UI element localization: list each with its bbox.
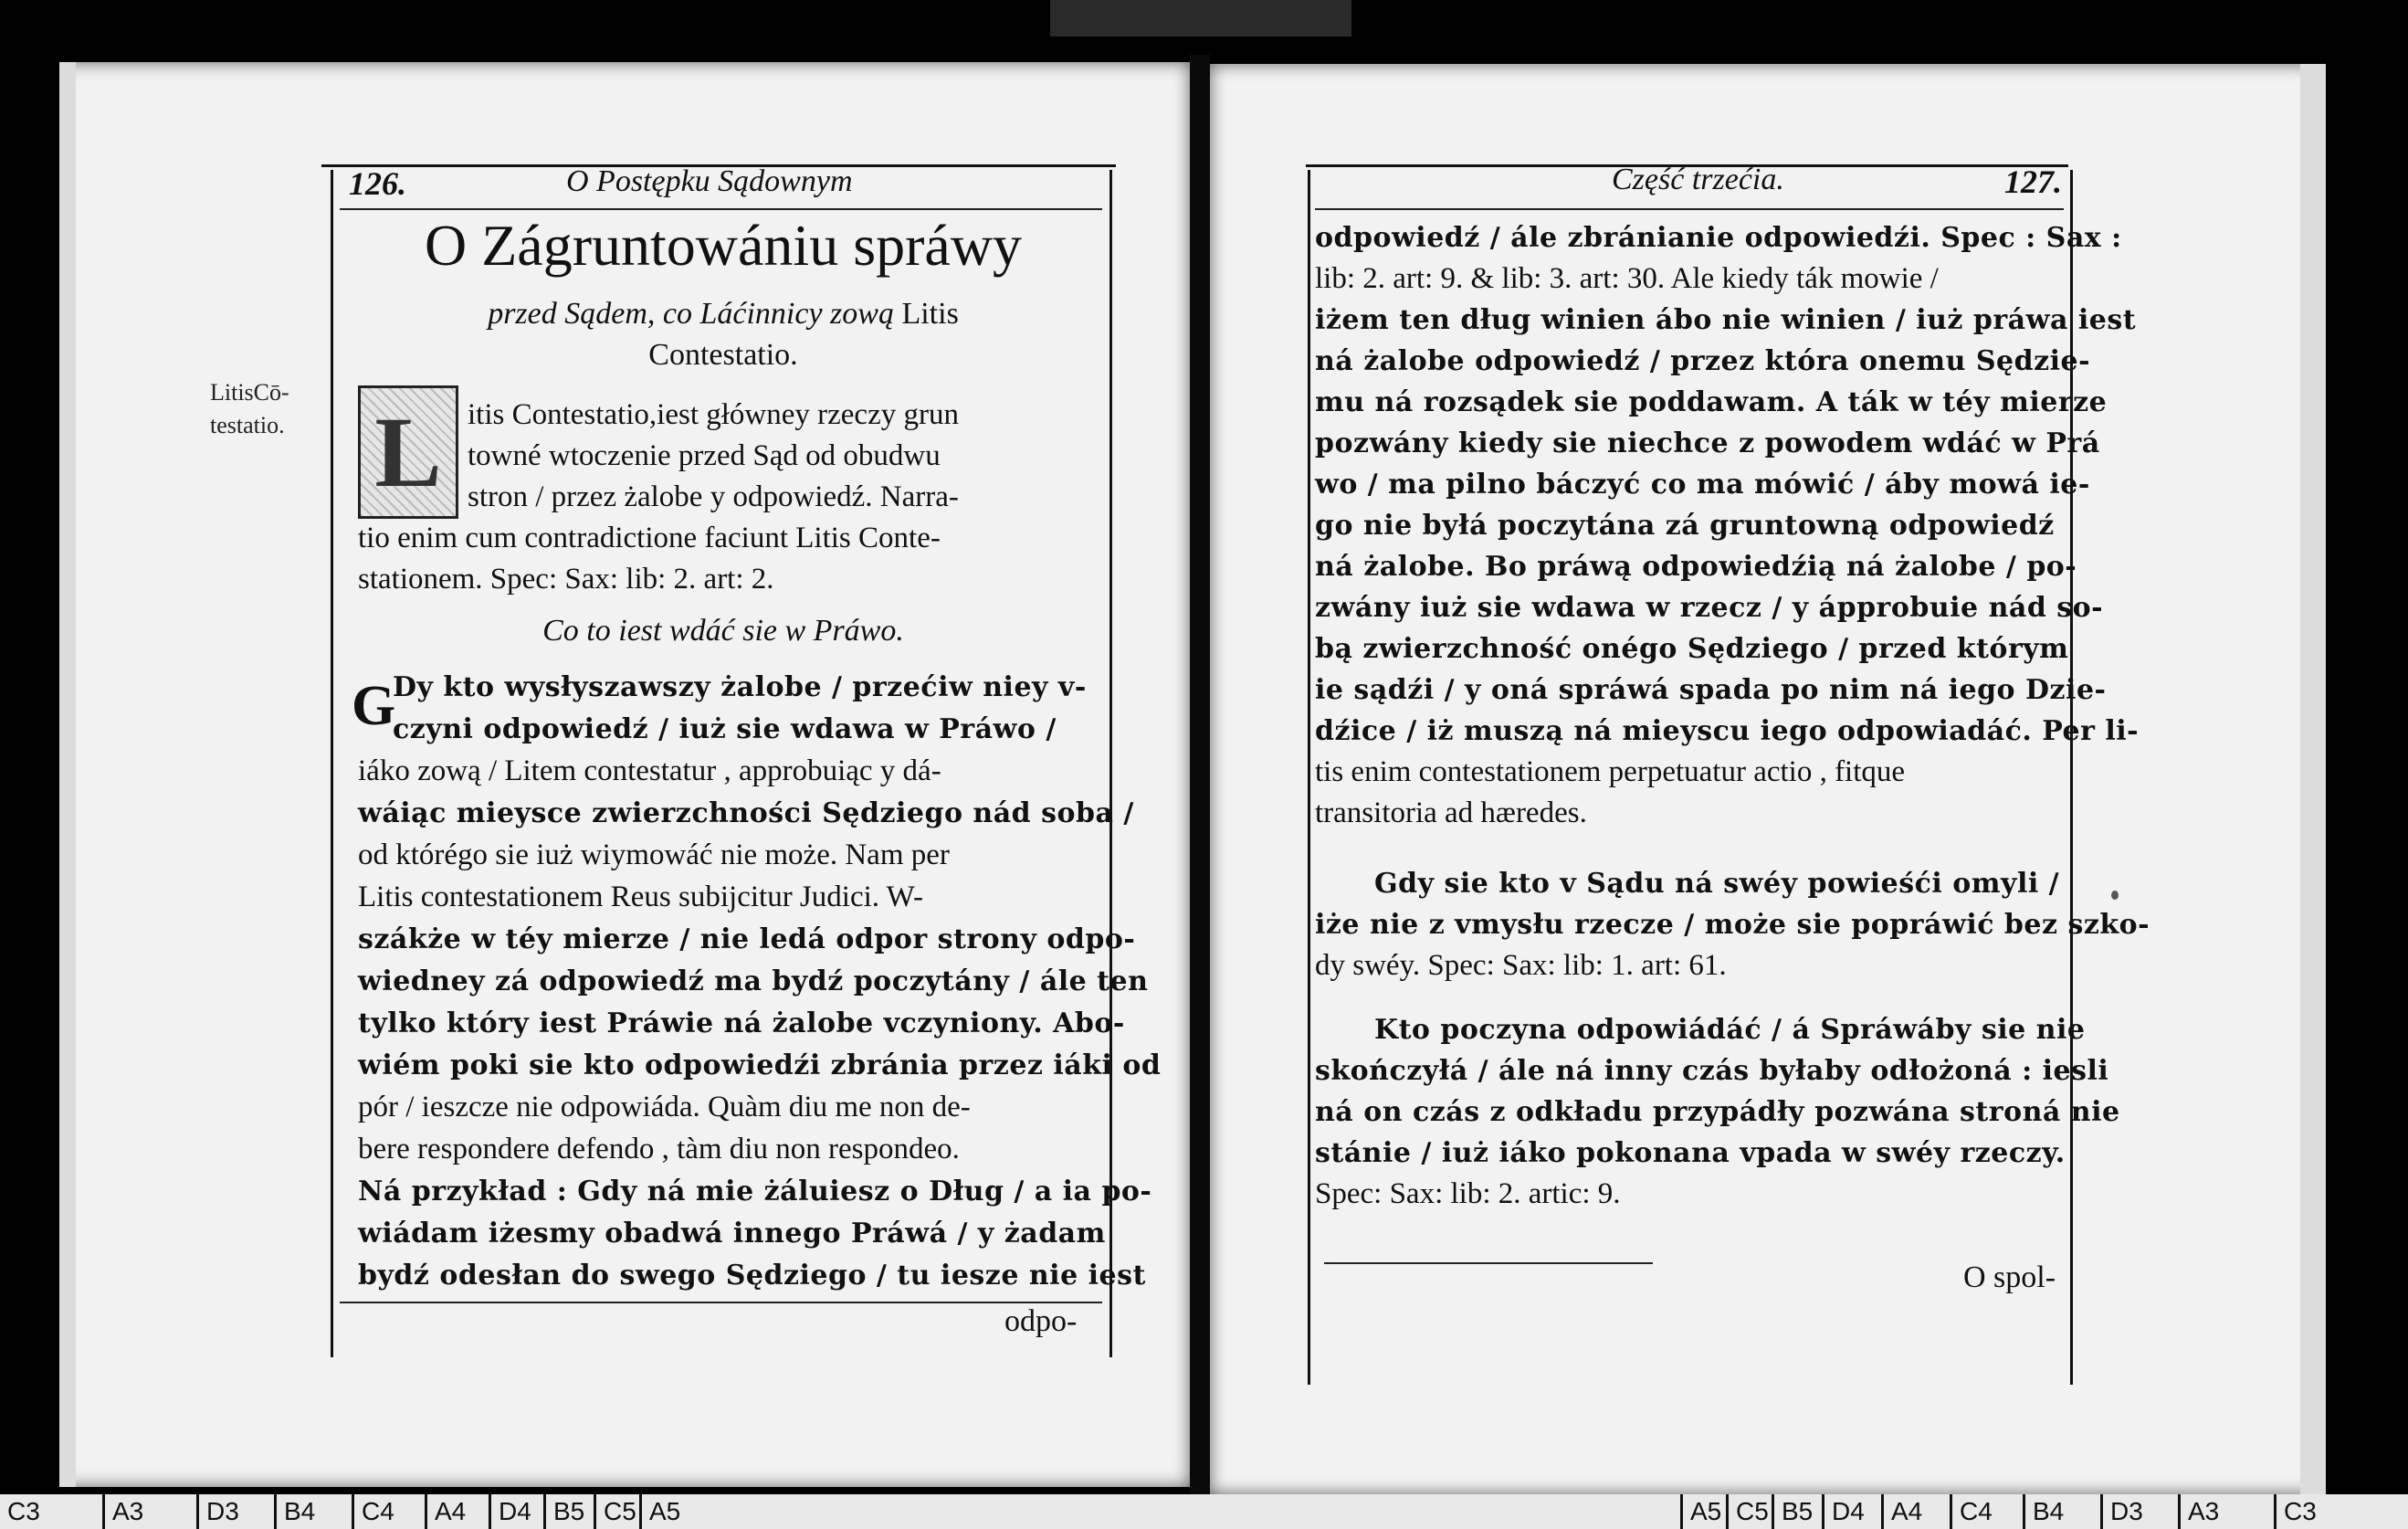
edge-tab: D4 xyxy=(489,1494,531,1529)
edge-tab: D4 xyxy=(1822,1494,1865,1529)
text-line: bere respondere defendo , tàm diu non respondeo. xyxy=(358,1133,960,1165)
text-line: wo / ma pilno báczyć co ma mówić / áby mowá ie- xyxy=(1315,469,2090,501)
text-line: wiádam iżesmy obadwá innego Práwá / y żadam xyxy=(358,1218,1106,1250)
text-line: bydź odesłan do swego Sędziego / tu iesze nie iest xyxy=(358,1260,1146,1292)
edge-tab: C5 xyxy=(1726,1494,1769,1529)
text-line: transitoria ad hæredes. xyxy=(1315,796,1587,829)
page-edge xyxy=(2300,64,2326,1494)
text-line: Ná przykład : Gdy ná mie żáluiesz o Dług / a ia po- xyxy=(358,1176,1152,1207)
background-strip xyxy=(1050,0,1351,37)
text-line: czyni odpowiedź / iuż sie wdawa w Práwo / xyxy=(393,713,1057,745)
margin-note-line: LitisCō- xyxy=(210,379,289,406)
header-underline xyxy=(340,208,1102,210)
edge-tab: B5 xyxy=(543,1494,584,1529)
footer-rule xyxy=(340,1302,1102,1303)
edge-tab: A3 xyxy=(2178,1494,2219,1529)
text-line: bą zwierzchność onégo Sędziego / przed którym xyxy=(1315,633,2069,665)
text-line: ná żalobe odpowiedź / przez która onemu Sędzie- xyxy=(1315,345,2091,377)
text-line: tio enim cum contradictione faciunt Litis Conte- xyxy=(358,522,941,554)
text-line: itis Contestatio,iest główney rzeczy grun xyxy=(468,398,959,431)
text-line: zwány iuż sie wdawa w rzecz / y ápprobuie nád so- xyxy=(1315,592,2104,624)
edge-tab: A4 xyxy=(425,1494,466,1529)
section-heading: Co to iest wdáć sie w Práwo. xyxy=(542,614,904,648)
text-line: pór / ieszcze nie odpowiáda. Quàm diu me non de- xyxy=(358,1091,971,1123)
edge-tab: C4 xyxy=(352,1494,394,1529)
edge-tab: A5 xyxy=(639,1494,680,1529)
chapter-subtitle-line2: Contestatio. xyxy=(648,338,798,372)
edge-tab: A3 xyxy=(102,1494,143,1529)
text-line: ie sądźi / y oná spráwá spada po nim ná iego Dzie- xyxy=(1315,674,2107,706)
text-line: odpowiedź / ále zbránianie odpowiedźi. Spec : Sax : xyxy=(1315,222,2122,254)
text-line: pozwány kiedy sie niechce z powodem wdáć w Prá xyxy=(1315,427,2100,459)
edge-tab: D3 xyxy=(196,1494,239,1529)
text-line: wáiąc mieysce zwierzchności Sędziego nád soba / xyxy=(358,797,1134,829)
catchword: O spol- xyxy=(1963,1260,2056,1294)
text-line: stron / przez żalobe y odpowiedź. Narra- xyxy=(468,480,959,513)
edge-tab: A4 xyxy=(1881,1494,1922,1529)
folio-number: 127. xyxy=(2004,163,2062,200)
text-line: dy swéy. Spec: Sax: lib: 1. art: 61. xyxy=(1315,949,1727,982)
edge-tab: C5 xyxy=(594,1494,636,1529)
text-line: iáko zową / Litem contestatur , approbuiąc y dá- xyxy=(358,754,941,787)
text-line: lib: 2. art: 9. & lib: 3. art: 30. Ale kiedy ták mowie / xyxy=(1315,262,1939,295)
text-line: stánie / iuż iáko pokonana vpada w swéy rzeczy. xyxy=(1315,1137,2066,1169)
text-line: skończyłá / ále ná inny czás byłaby odłożoná : iesli xyxy=(1315,1055,2109,1087)
text-line: tylko który iest Práwie ná żalobe vczyniony. Abo- xyxy=(358,1007,1125,1039)
text-line: go nie byłá poczytána zá gruntowną odpowiedź xyxy=(1315,510,2055,542)
margin-note xyxy=(210,376,289,442)
text-line: Dy kto wysłyszawszy żalobe / przećiw niey v- xyxy=(393,671,1087,703)
folio-number: 126. xyxy=(349,165,406,202)
catchword: odpo- xyxy=(1004,1304,1078,1338)
text-line: iżem ten dług winien ábo nie winien / iuż práwa iest xyxy=(1315,304,2137,336)
text-line: ná żalobe. Bo práwą odpowiedźią ná żalobe / po- xyxy=(1315,551,2077,583)
decorated-initial: L xyxy=(358,385,458,519)
text-line: tis enim contestationem perpetuatur actio , fitque xyxy=(1315,755,1906,788)
text-line: ná on czás z odkładu przypádły pozwána stroná nie xyxy=(1315,1096,2120,1128)
text-line: dźice / iż muszą ná mieyscu iego odpowiadáć. Per li- xyxy=(1315,715,2140,747)
edge-tab: C3 xyxy=(7,1497,40,1525)
text-line: Spec: Sax: lib: 2. artic: 9. xyxy=(1315,1177,1621,1210)
text-line: Gdy sie kto v Sądu ná swéy powieśći omyli / xyxy=(1374,868,2060,900)
text-line: wiém poki sie kto odpowiedźi zbránia przez iáki od xyxy=(358,1049,1162,1081)
text-line: szákże w téy mierze / nie ledá odpor strony odpo- xyxy=(358,923,1136,955)
edge-tab: B4 xyxy=(2023,1494,2064,1529)
subtitle-italic: przed Sądem, co Láćinnicy zową xyxy=(488,297,894,331)
edge-tab: C3 xyxy=(2274,1494,2317,1529)
book-spine xyxy=(1190,55,1210,1498)
edge-tab: C4 xyxy=(1950,1494,1993,1529)
text-line: mu ná rozsądek sie poddawam. A ták w téy mierze xyxy=(1315,386,2108,418)
text-line: Litis contestationem Reus subijcitur Judici. W- xyxy=(358,880,923,913)
edge-tab: B4 xyxy=(274,1494,315,1529)
subtitle-tail: Litis xyxy=(901,297,959,331)
paper-speck xyxy=(2111,891,2119,900)
initial-letter: G xyxy=(352,675,396,737)
text-line: towné wtoczenie przed Sąd od obudwu xyxy=(468,439,941,472)
page-edge xyxy=(59,62,76,1487)
text-line: stationem. Spec: Sax: lib: 2. art: 2. xyxy=(358,563,774,596)
text-line: wiedney zá odpowiedź ma bydź poczytány / ále ten xyxy=(358,965,1149,997)
margin-note-line: testatio. xyxy=(210,412,285,438)
running-head: Część trzećia. xyxy=(1612,163,1784,196)
edge-tabs xyxy=(0,1494,2408,1529)
text-line: od którégo sie iuż wiymowáć nie może. Nam per xyxy=(358,838,950,871)
edge-tab: D3 xyxy=(2100,1494,2143,1529)
text-line: Kto poczyna odpowiádáć / á Spráwáby sie nie xyxy=(1374,1014,2086,1046)
running-head: O Postępku Sądownym xyxy=(566,164,853,198)
edge-tab: A5 xyxy=(1680,1494,1721,1529)
chapter-subtitle xyxy=(340,297,1107,332)
header-underline xyxy=(1315,208,2064,210)
text-line: iże nie z vmysłu rzecze / może sie popráwić bez szko- xyxy=(1315,909,2150,941)
edge-tab: B5 xyxy=(1772,1494,1813,1529)
footer-rule xyxy=(1324,1262,1653,1264)
chapter-title: O Zágruntowániu spráwy xyxy=(424,213,1023,278)
